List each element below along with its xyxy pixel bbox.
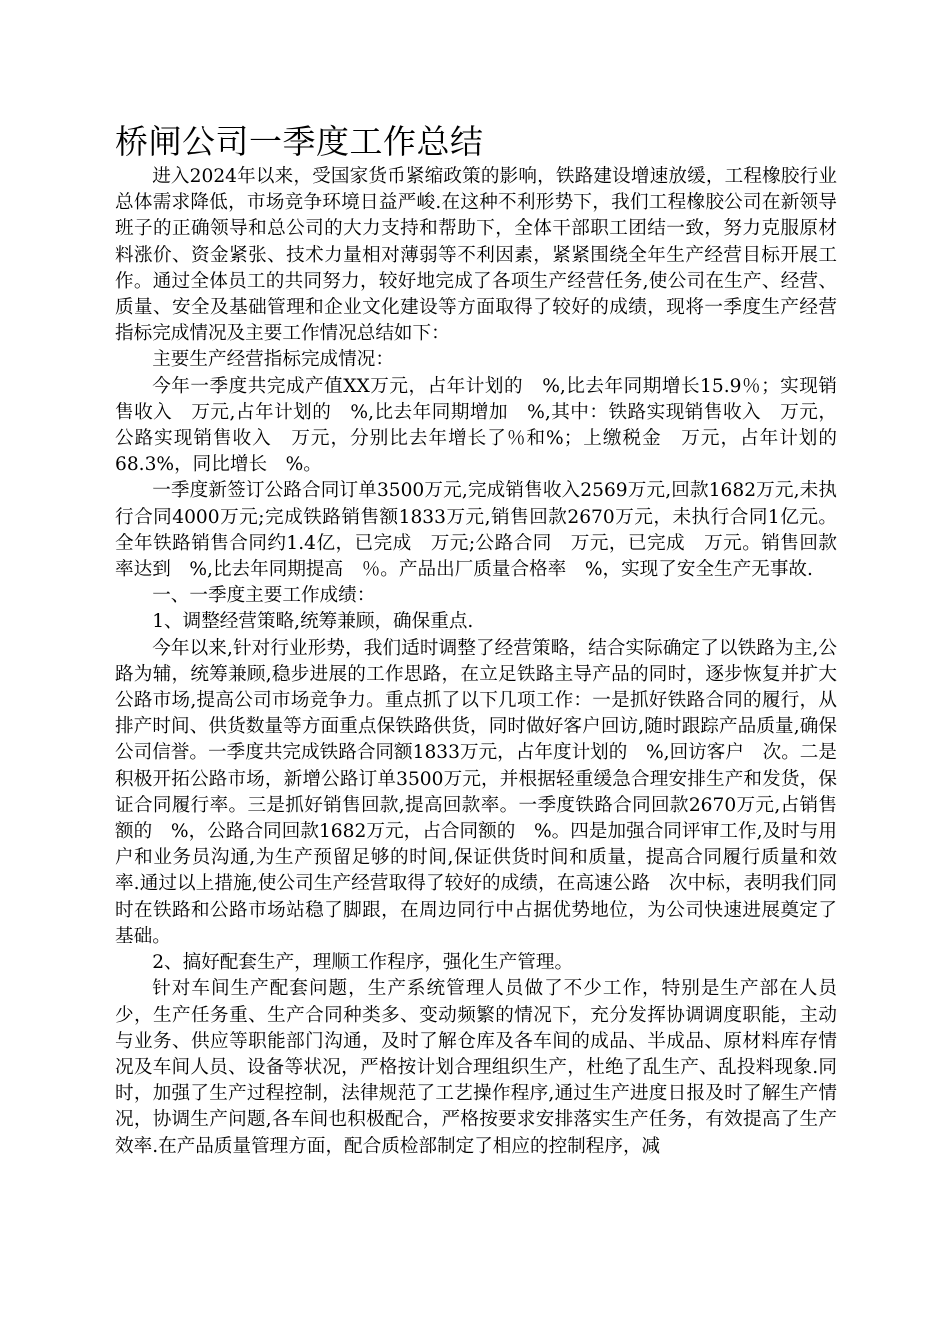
paragraph-indicators-heading: 主要生产经营指标完成情况： [152,349,394,371]
section-heading-achievements: 一、一季度主要工作成绩： [152,585,376,607]
paragraph-output-value: 今年一季度共完成产值XX万元，占年计划的 %,比去年同期增长15.9％；实现销售收入 万元,占年计划的 %,比去年同期增加 %,其中：铁路实现销售收入 万元，公路实现销售收入 万元，分别比去年增长了％和%；上缴税金 万元，占年计划的68.3%，同比增长 %。 [115,375,837,476]
subheading-production: 2、搞好配套生产，理顺工作程序，强化生产管理。 [152,952,574,974]
document-page [115,120,837,1160]
paragraph-strategy: 今年以来,针对行业形势，我们适时调整了经营策略，结合实际确定了以铁路为主,公路为辅，统筹兼顾,稳步进展的工作思路，在立足铁路主导产品的同时，逐步恢复并扩大公路市场,提高公司市场竞争力。重点抓了以下几项工作：一是抓好铁路合同的履行，从排产时间、供货数量等方面重点保铁路供货，同时做好客户回访,随时跟踪产品质量,确保公司信誉。一季度共完成铁路合同额1833万元，占年度计划的 %,回访客户 次。二是积极开拓公路市场，新增公路订单3500万元，并根据轻重缓急合理安排生产和发货，保证合同履行率。三是抓好销售回款,提高回款率。一季度铁路合同回款2670万元,占销售额的 %，公路合同回款1682万元，占合同额的 %。四是加强合同评审工作,及时与用户和业务员沟通,为生产预留足够的时间,保证供货时间和质量，提高合同履行质量和效率.通过以上措施,使公司生产经营取得了较好的成绩，在高速公路 次中标，表明我们同时在铁路和公路市场站稳了脚跟，在周边同行中占据优势地位，为公司快速进展奠定了基础。 [115,637,837,947]
document-title: 桥闸公司一季度工作总结 [115,122,484,161]
paragraph-contracts: 一季度新签订公路合同订单3500万元,完成销售收入2569万元,回款1682万元,未执行合同4000万元;完成铁路销售额1833万元,销售回款2670万元，未执行合同1亿元。全年铁路销售合同约1.4亿，已完成 万元;公路合同 万元，已完成 万元。销售回款率达到 %,比去年同期提高 ％。产品出厂质量合格率 %，实现了安全生产无事故. [115,480,837,581]
paragraph-production: 针对车间生产配套问题，生产系统管理人员做了不少工作，特别是生产部在人员少，生产任务重、生产合同种类多、变动频繁的情况下，充分发挥协调调度职能，主动与业务、供应等职能部门沟通，及时了解仓库及各车间的成品、半成品、原材料库存情况及车间人员、设备等状况，严格按计划合理组织生产，杜绝了乱生产、乱投料现象.同时，加强了生产过程控制，法律规范了工艺操作程序,通过生产进度日报及时了解生产情况，协调生产问题,各车间也积极配合，严格按要求安排落实生产任务，有效提高了生产效率.在产品质量管理方面，配合质检部制定了相应的控制程序，减 [115,978,837,1157]
subheading-strategy: 1、调整经营策略,统筹兼顾，确保重点. [152,611,474,633]
paragraph-intro: 进入2024年以来，受国家货币紧缩政策的影响，铁路建设增速放缓，工程橡胶行业总体需求降低，市场竞争环境日益严峻.在这种不利形势下，我们工程橡胶公司在新领导班子的正确领导和总公司的大力支持和帮助下，全体干部职工团结一致，努力克服原材料涨价、资金紧张、技术力量相对薄弱等不利因素，紧紧围绕全年生产经营目标开展工作。通过全体员工的共同努力，较好地完成了各项生产经营任务,使公司在生产、经营、质量、安全及基础管理和企业文化建设等方面取得了较好的成绩，现将一季度生产经营指标完成情况及主要工作情况总结如下： [115,166,837,345]
